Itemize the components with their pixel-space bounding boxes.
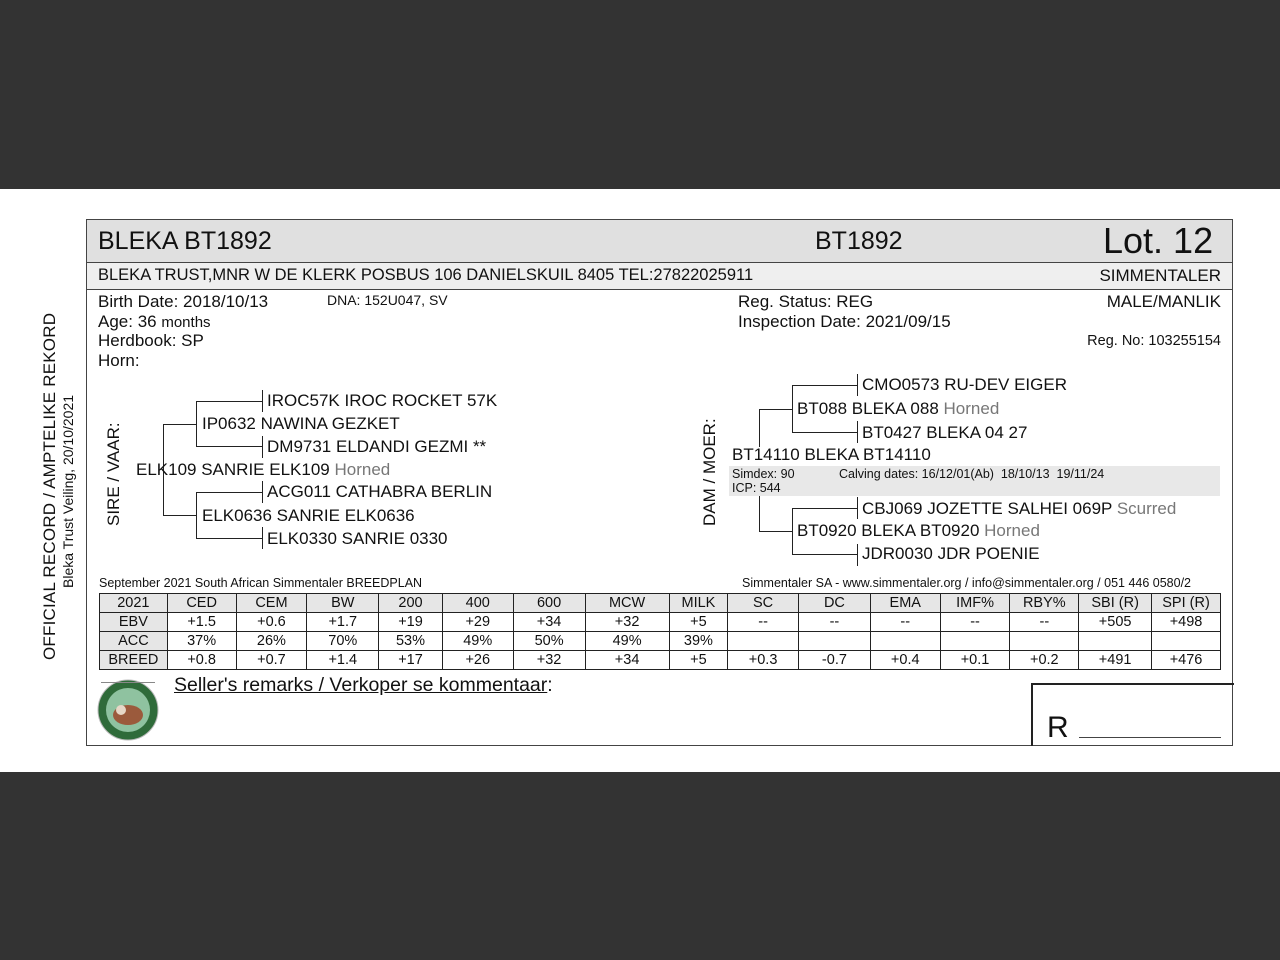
dam-calving-dates: Calving dates: 16/12/01(Ab) 18/10/13 19/11/24 (839, 467, 1105, 481)
remarks-box-left (1031, 683, 1033, 746)
sire-sire: IP0632 NAWINA GEZKET (202, 414, 400, 433)
inspection-date: Inspection Date: 2021/09/15 (738, 312, 951, 331)
breedplan-cell: 53% (379, 632, 443, 651)
ds-tick-top (857, 374, 858, 396)
dam-dam-sire-horn: Scurred (1116, 499, 1177, 518)
breedplan-cell: +5 (669, 613, 728, 632)
breedplan-cell: +32 (513, 651, 585, 670)
breedplan-row (100, 632, 1221, 651)
breedplan-header-cell: MILK (669, 594, 728, 613)
sex: MALE/MANLIK (1106, 292, 1221, 311)
price-field[interactable] (1079, 737, 1221, 738)
sire-dam: ELK0636 SANRIE ELK0636 (202, 506, 415, 525)
breedplan-cell: -0.7 (799, 651, 871, 670)
breedplan-cell: -- (799, 613, 871, 632)
animal-name: BLEKA BT1892 (98, 227, 272, 255)
ss-tick-top (262, 390, 263, 412)
breedplan-header-cell: 600 (513, 594, 585, 613)
breedplan-cell: +0.7 (236, 651, 307, 670)
ds-bracket (792, 385, 793, 433)
breedplan-cell: +32 (585, 613, 669, 632)
reg-status: Reg. Status: REG (738, 292, 874, 311)
dna-info: DNA: 152U047, SV (327, 292, 448, 308)
breedplan-cell: +34 (585, 651, 669, 670)
breedplan-header-cell: CEM (236, 594, 307, 613)
breedplan-cell: +0.8 (167, 651, 236, 670)
breedplan-header-cell: 200 (379, 594, 443, 613)
breedplan-cell: +505 (1079, 613, 1152, 632)
ds-bracket-top (792, 385, 857, 386)
dam-bracket-bottom (759, 531, 793, 532)
sire-dam-sire: ACG011 CATHABRA BERLIN (267, 482, 493, 501)
animal-id: BT1892 (815, 227, 903, 255)
breedplan-cell: -- (728, 613, 799, 632)
dam-sire-sire: CMO0573 RU-DEV EIGER (862, 375, 1067, 394)
dd-bracket (792, 508, 793, 555)
breedplan-cell: +26 (442, 651, 513, 670)
dam-dam (797, 521, 1040, 541)
birth-date: Birth Date: 2018/10/13 (98, 292, 269, 311)
dam-dam-sire-text: CBJ069 JOZETTE SALHEI 069P (862, 499, 1113, 518)
breedplan-cell: 49% (442, 632, 513, 651)
breedplan-cell: 26% (236, 632, 307, 651)
dd-tick-top (857, 497, 858, 519)
dam-dam-horn: Horned (984, 521, 1040, 540)
price-prefix: R (1047, 711, 1069, 744)
breedplan-header-cell: BW (307, 594, 379, 613)
remarks-label: Seller's remarks / Verkoper se kommentaar (174, 674, 548, 696)
sd-bracket (196, 492, 197, 539)
breedplan-row-label: EBV (100, 613, 168, 632)
dam-sire (797, 399, 999, 419)
dam-dam-text: BT0920 BLEKA BT0920 (797, 521, 980, 540)
breedplan-header-cell: 2021 (100, 594, 168, 613)
ss-tick-bottom (262, 436, 263, 458)
breedplan-cell: +0.4 (870, 651, 940, 670)
official-record-label: OFFICIAL RECORD / AMPTELIKE REKORD (40, 312, 59, 660)
breedplan-header-cell: EMA (870, 594, 940, 613)
breedplan-header-cell: IMF% (940, 594, 1010, 613)
breedplan-cell: -- (1010, 613, 1079, 632)
breedplan-cell: +1.5 (167, 613, 236, 632)
breedplan-cell (1079, 632, 1152, 651)
breedplan-source: September 2021 South African Simmentaler BREEDPLAN (99, 576, 423, 590)
breedplan-header-cell: MCW (585, 594, 669, 613)
dam-icp: ICP: 544 (732, 481, 781, 495)
breed-label: SIMMENTALER (1099, 266, 1221, 285)
breedplan-cell: +491 (1079, 651, 1152, 670)
sire-name-text: ELK109 SANRIE ELK109 (136, 460, 330, 479)
dd-bracket-bottom (792, 554, 857, 555)
breedplan-cell: +498 (1152, 613, 1221, 632)
breedplan-cell: 39% (669, 632, 728, 651)
breedplan-cell: +476 (1152, 651, 1221, 670)
breedplan-cell: +0.6 (236, 613, 307, 632)
breedplan-row-label: ACC (100, 632, 168, 651)
breedplan-header-cell: SBI (R) (1079, 594, 1152, 613)
breedplan-contact: Simmentaler SA - www.simmentaler.org / info@simmentaler.org / 051 446 0580/2 (742, 576, 1192, 590)
breedplan-cell (940, 632, 1010, 651)
sd-bracket-top (196, 492, 262, 493)
dd-tick-bottom (857, 544, 858, 566)
sire-name (136, 460, 390, 480)
dam-name: BT14110 BLEKA BT14110 (732, 445, 931, 464)
dam-bracket-top (759, 409, 793, 410)
breedplan-cell (1010, 632, 1079, 651)
sd-bracket-bottom (196, 538, 262, 539)
dam-sire-dam: BT0427 BLEKA 04 27 (862, 423, 1028, 442)
breedplan-cell: 37% (167, 632, 236, 651)
dam-simdex: Simdex: 90 (732, 467, 795, 481)
ss-bracket-bottom (196, 446, 262, 447)
dam-bracket-top-vert (759, 409, 760, 447)
sire-horn-status: Horned (334, 460, 391, 479)
logo (97, 679, 159, 746)
breedplan-cell: -- (940, 613, 1010, 632)
breedplan-cell: +5 (669, 651, 728, 670)
breedplan-cell (1152, 632, 1221, 651)
breedplan-cell: +19 (379, 613, 443, 632)
remarks-heading (174, 674, 553, 697)
age-value: Age: 36 (98, 312, 157, 331)
society-logo-icon (97, 679, 159, 741)
remarks-colon: : (547, 674, 553, 696)
breedplan-cell (799, 632, 871, 651)
breedplan-cell: 50% (513, 632, 585, 651)
dam-label: DAM / MOER: (700, 418, 719, 526)
breedplan-table (99, 593, 1221, 670)
breedplan-header-cell: SC (728, 594, 799, 613)
breedplan-header-cell: CED (167, 594, 236, 613)
dam-bracket-bot-vert (759, 496, 760, 532)
breedplan-cell: -- (870, 613, 940, 632)
sire-dam-dam: ELK0330 SANRIE 0330 (267, 529, 448, 548)
breedplan-header-cell: SPI (R) (1152, 594, 1221, 613)
ss-bracket-top (196, 401, 262, 402)
herdbook: Herdbook: SP (98, 331, 204, 350)
sire-bracket-bottom (163, 515, 197, 516)
breedplan-row (100, 651, 1221, 670)
sire-label: SIRE / VAAR: (104, 422, 123, 526)
remarks-box-top (1031, 683, 1234, 685)
ds-bracket-bottom (792, 432, 857, 433)
breedplan-cell: +0.2 (1010, 651, 1079, 670)
reg-number: Reg. No: 103255154 (1087, 333, 1221, 349)
sire-sire-sire: IROC57K IROC ROCKET 57K (267, 391, 498, 410)
breedplan-header-cell: DC (799, 594, 871, 613)
breedplan-cell: +0.3 (728, 651, 799, 670)
breedplan-cell (728, 632, 799, 651)
breedplan-row-label: BREED (100, 651, 168, 670)
dam-sire-text: BT088 BLEKA 088 (797, 399, 939, 418)
age (98, 312, 211, 332)
sale-label: Bleka Trust Veiling, 20/10/2021 (60, 394, 76, 588)
breedplan-cell: +17 (379, 651, 443, 670)
dam-sire-horn: Horned (943, 399, 1000, 418)
sire-bracket-top (163, 424, 197, 425)
breedplan-cell: +29 (442, 613, 513, 632)
breedplan-row (100, 613, 1221, 632)
dam-dam-dam: JDR0030 JDR POENIE (862, 544, 1040, 563)
ds-tick-bottom (857, 421, 858, 443)
sd-tick-bottom (262, 527, 263, 549)
lot-number: Lot. 12 (1103, 220, 1214, 261)
sd-tick-top (262, 481, 263, 503)
breedplan-cell: +1.7 (307, 613, 379, 632)
dam-dam-sire (862, 499, 1176, 519)
breedplan-header-cell: RBY% (1010, 594, 1079, 613)
dd-bracket-top (792, 508, 857, 509)
breedplan-cell: +0.1 (940, 651, 1010, 670)
breedplan-header-cell: 400 (442, 594, 513, 613)
owner-details: BLEKA TRUST,MNR W DE KLERK POSBUS 106 DANIELSKUIL 8405 TEL:27822025911 (98, 266, 754, 284)
sire-sire-dam: DM9731 ELDANDI GEZMI ** (267, 437, 487, 456)
breedplan-cell: +1.4 (307, 651, 379, 670)
breedplan-cell (870, 632, 940, 651)
breedplan-cell: 49% (585, 632, 669, 651)
breedplan-cell: +34 (513, 613, 585, 632)
breedplan-cell: 70% (307, 632, 379, 651)
breedplan-header-row (100, 594, 1221, 613)
ss-bracket (196, 401, 197, 447)
horn: Horn: (98, 351, 140, 370)
age-unit: months (161, 314, 211, 331)
